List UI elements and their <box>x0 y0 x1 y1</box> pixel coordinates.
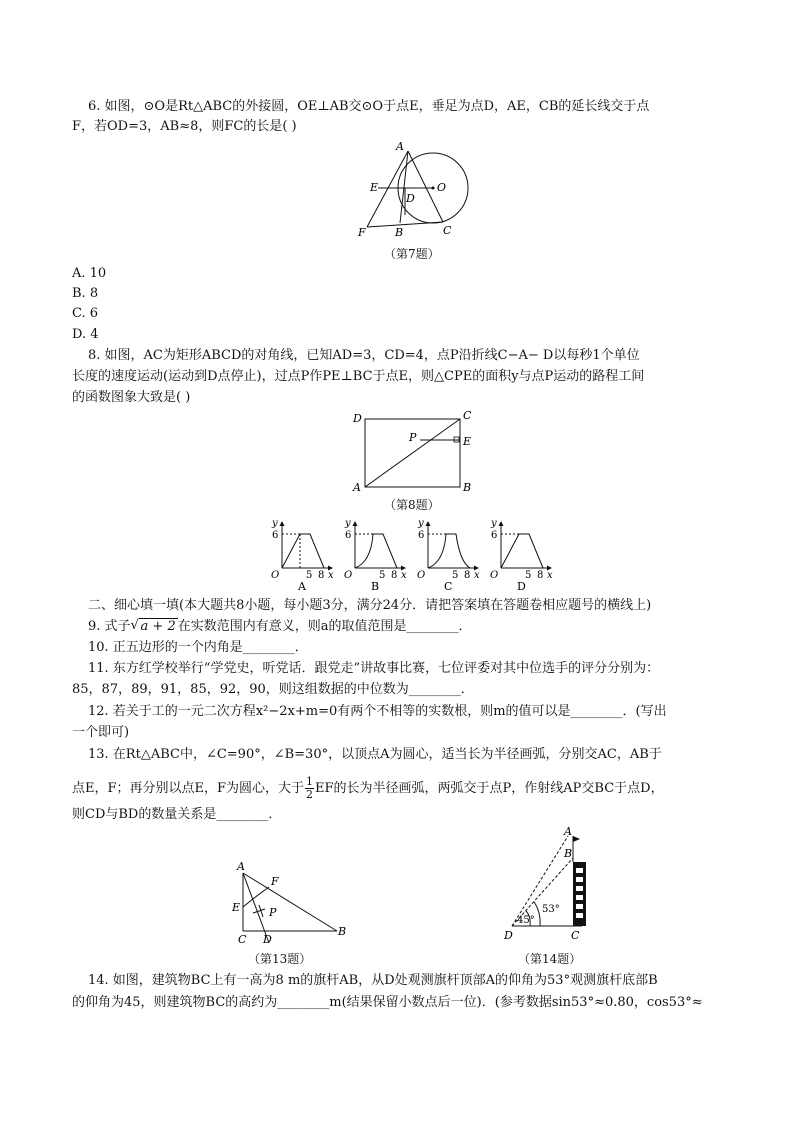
q6-caption: （第7题） <box>384 247 440 261</box>
q14-angle-45: 45° <box>517 915 535 926</box>
q8-graph-b-ytick: 6 <box>345 530 352 541</box>
q13-line2-b: EF的长为半径画弧，两弧交于点P，作射线AP交BC于点D， <box>315 781 664 796</box>
q13-frac-num: 1 <box>306 775 314 788</box>
q8-graph-c-y: y <box>418 518 424 529</box>
q6-label-A: A <box>396 140 404 153</box>
q11-line1: 11. 东方红学校举行“学党史，听党话．跟党走”讲故事比赛，七位评委对其中位选手的评分分别为： <box>88 661 660 676</box>
q8-label-E: E <box>463 435 472 448</box>
q8-graph-d-x: x <box>547 570 553 581</box>
q13-figure <box>225 855 355 947</box>
q13-label-D: D <box>263 933 272 946</box>
q8-graph-b-label: B <box>371 580 380 593</box>
q8-graph-c-x8: 8 <box>464 570 471 581</box>
q8-label-A: A <box>353 481 361 494</box>
q8-graph-b-x5: 5 <box>379 570 386 581</box>
q6-label-B: B <box>395 226 404 239</box>
sqrt-sign-icon: √ <box>130 618 139 633</box>
q6-option-d: D. 4 <box>72 327 99 342</box>
q8-graph-a-label: A <box>298 580 306 593</box>
q9 <box>88 618 472 636</box>
q8-graph-d-origin: O <box>490 570 499 581</box>
q6-option-a: A. 10 <box>72 266 107 281</box>
q8-figure <box>345 405 480 497</box>
q8-graph-a <box>271 518 334 593</box>
q9-sqrt <box>131 618 178 636</box>
q8-label-B: B <box>463 481 472 494</box>
q13-label-A: A <box>237 860 245 873</box>
q8-graph-d-label: D <box>517 580 526 593</box>
q8-graph-b-x8: 8 <box>391 570 398 581</box>
q6-label-F: F <box>358 226 366 239</box>
q8-graph-b-y: y <box>345 518 351 529</box>
q13-caption: （第13题） <box>248 952 312 966</box>
q8-label-D: D <box>353 412 362 425</box>
q13-line2 <box>72 776 664 801</box>
q8-graph-c-x: x <box>474 570 480 581</box>
q8-graph-a-ytick: 6 <box>272 530 279 541</box>
q6-label-C: C <box>443 224 452 237</box>
q8-line3: 的函数图象大致是( ) <box>72 390 191 405</box>
q12-line2: 一个即可) <box>72 725 130 740</box>
q8-graph-b-origin: O <box>344 570 353 581</box>
section-2-heading: 二、细心填一填(本大题共8小题，每小题3分，满分24分．请把答案填在答题卷相应题号的横线上) <box>88 598 652 613</box>
q11-line2: 85，87，89，91，85，92，90，则这组数据的中位数为________． <box>72 682 474 697</box>
q10: 10. 正五边形的一个内角是________． <box>88 640 308 655</box>
q8-graph-d-ytick: 6 <box>491 530 498 541</box>
q8-graph-c-x5: 5 <box>452 570 459 581</box>
q13-label-E: E <box>232 901 241 914</box>
q8-graph-a-x8: 8 <box>318 570 325 581</box>
q13-line1: 13. 在Rt△ABC中，∠C=90°，∠B=30°，以顶点A为圆心，适当长为半径画弧，分别交AC，AB于 <box>88 747 662 762</box>
q13-label-C: C <box>238 933 247 946</box>
q13-label-F: F <box>271 875 279 888</box>
q13-fraction <box>305 776 314 801</box>
q8-graph-a-x5: 5 <box>306 570 313 581</box>
q8-graph-d-y: y <box>491 518 497 529</box>
q14-label-B: B <box>564 847 573 860</box>
q14-label-C: C <box>571 929 580 942</box>
q8-graph-a-origin: O <box>271 570 280 581</box>
q14-line2: 的仰角为45，则建筑物BC的高约为________m(结果保留小数点后一位)．(参考数据sin53°≈0.80，cos53°≈ <box>72 995 703 1010</box>
q8-graph-options <box>262 512 552 592</box>
q6-option-c: C. 6 <box>72 306 99 321</box>
q14-label-A: A <box>564 825 572 838</box>
q14-label-D: D <box>504 929 513 942</box>
q12-line1: 12. 若关于工的一元二次方程x²−2x+m=0有两个不相等的实数根，则m的值可以是________．(写出 <box>88 704 667 719</box>
q8-graph-b-x: x <box>401 570 407 581</box>
q8-caption: （第8题） <box>384 498 440 512</box>
q6-label-D: D <box>406 192 415 205</box>
q14-angle-53: 53° <box>542 904 560 915</box>
q9-post: 在实数范围内有意义，则a的取值范围是________． <box>177 619 472 634</box>
q8-graph-c-origin: O <box>417 570 426 581</box>
q8-label-P: P <box>409 431 417 444</box>
q8-graph-c-ytick: 6 <box>418 530 425 541</box>
q8-line1: 8. 如图，AC为矩形ABCD的对角线，已知AD=3，CD=4，点P沿折线C−A− D以每秒1个单位 <box>88 348 640 363</box>
q8-graph-c-label: C <box>444 580 453 593</box>
q6-figure <box>350 140 470 240</box>
q8-graph-a-x: x <box>328 570 334 581</box>
q13-line3: 则CD与BD的数量关系是________． <box>72 807 282 822</box>
q13-label-B: B <box>338 925 347 938</box>
q6-line2: F，若OD=3，AB≈8，则FC的长是( ) <box>72 119 297 134</box>
q8-graph-d-x8: 8 <box>537 570 544 581</box>
q13-frac-den: 2 <box>306 788 314 801</box>
q8-graph-a-y: y <box>272 518 278 529</box>
q6-label-O: O <box>437 181 447 194</box>
q13-label-P: P <box>269 906 277 919</box>
q14-line1: 14. 如图，建筑物BC上有一高为8 m的旗杆AB，从D处观测旗杆顶部A的仰角为53°观测旗杆底部B <box>88 973 658 988</box>
q6-option-b: B. 8 <box>72 286 99 301</box>
q9-pre: 9. 式子 <box>88 619 131 634</box>
q13-line2-a: 点E，F；再分别以点E，F为圆心，大于 <box>72 781 305 796</box>
q8-label-C: C <box>463 409 472 422</box>
q14-caption: （第14题） <box>518 952 582 966</box>
q8-graph-c <box>417 518 480 593</box>
q8-graph-b <box>344 518 407 593</box>
q8-line2: 长度的速度运动(运动到D点停止)，过点P作PE⊥BC于点E，则△CPE的面积y与点P运动的路程工间 <box>72 369 645 384</box>
q8-graph-d-x5: 5 <box>525 570 532 581</box>
q14-figure <box>500 826 600 946</box>
q6-line1: 6. 如图，⊙O是Rt△ABC的外接圆，OE⊥AB交⊙O于点E，垂足为点D，AE，CB的延长线交于点 <box>88 99 650 114</box>
q6-label-E: E <box>370 181 379 194</box>
q8-graph-d <box>490 518 553 593</box>
q9-radicand: a + 2 <box>140 619 176 634</box>
